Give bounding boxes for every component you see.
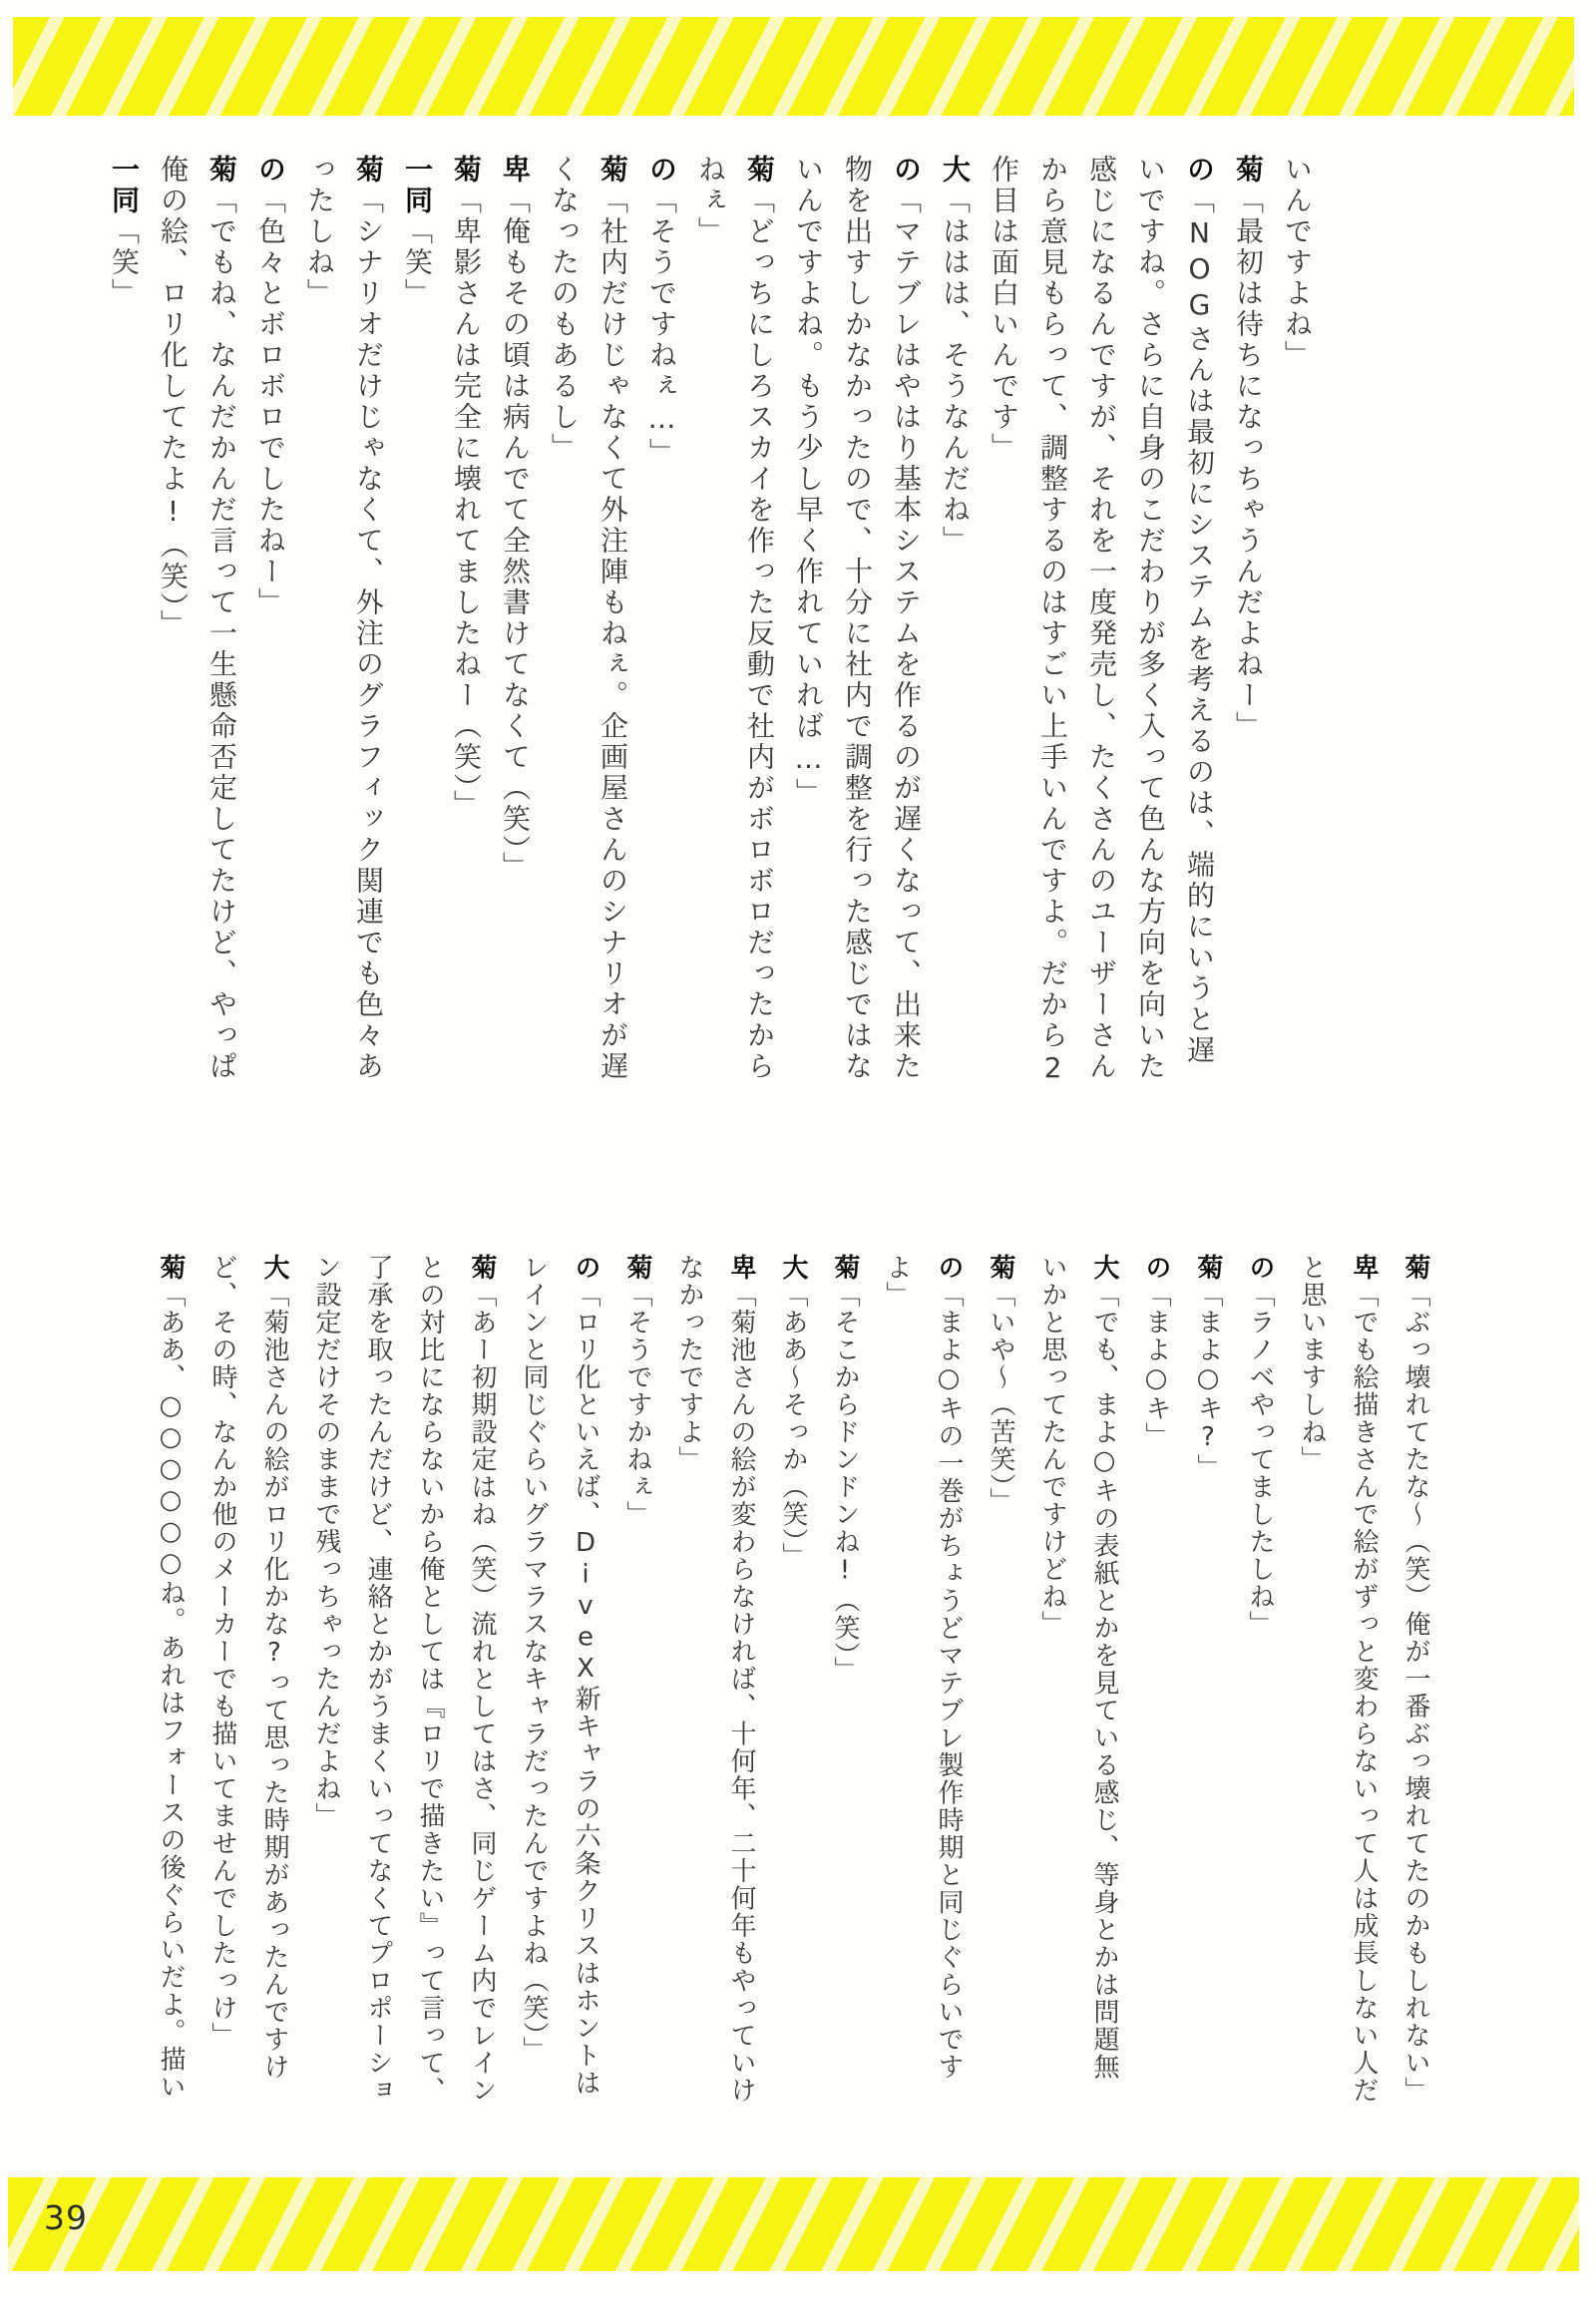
utterance: [442, 155, 491, 1092]
utterance-text: 「マテブレはやはり基本システムを作るのが遅くなって、出来た物を出すしかなかったので、十分に社内で調整を行った感じではないんですよね。もう少し早く作れていれば…」: [792, 155, 923, 1082]
utterance: [1182, 1254, 1234, 2107]
utterance-text: 「そこからドンドンね!（笑）」: [830, 1281, 860, 1684]
speaker-label: 菊: [467, 1254, 497, 1282]
speaker-label: 卑: [1349, 1254, 1379, 1282]
utterance: [540, 155, 637, 1092]
utterance-text: 「シナリオだけじゃなくて、外注のグラフィック関連でも色々あったしね」: [303, 155, 385, 1082]
speaker-label: 卑: [499, 155, 532, 186]
utterance: [1026, 1254, 1130, 2107]
page-number: 39: [44, 2198, 88, 2237]
utterance-text: 「最初は待ちになっちゃうんだよねー」: [1232, 186, 1265, 742]
utterance: [149, 155, 246, 1092]
utterance-text: 「笑」: [108, 216, 141, 309]
speaker-label: の: [1141, 1254, 1171, 1282]
utterance-text: 「ぶっ壊れてたな～（笑）俺が一番ぶっ壊れてたのかもしれない」: [1400, 1281, 1430, 2105]
speaker-label: 一同: [401, 155, 434, 216]
utterance-text: 「まよ○キ」: [1141, 1281, 1171, 1450]
interview-block-upper: [100, 155, 1322, 1092]
speaker-label: 一同: [108, 155, 141, 216]
utterance: [1224, 155, 1273, 1092]
utterance-text: 「笑」: [401, 216, 434, 309]
utterance: [508, 1254, 611, 2107]
speaker-label: の: [1183, 155, 1216, 186]
utterance: [611, 1254, 663, 2107]
utterance-text: 「まよ○キの一巻がちょうどマテブレ製作時期と同じぐらいですよ」: [882, 1254, 964, 2081]
speaker-label: 菊: [352, 155, 385, 186]
utterance: [931, 155, 980, 1092]
utterance: [246, 155, 295, 1092]
utterance: [197, 1254, 300, 2107]
utterance: [871, 1254, 975, 2107]
speaker-label: 卑: [726, 1254, 756, 1282]
utterance-text: 「社内だけじゃなくて外注陣もねぇ。企画屋さんのシナリオが遅くなったのもあるし」: [548, 155, 629, 1082]
utterance-text: 「いや～（苦笑）」: [986, 1281, 1015, 1515]
utterance-text: 「菊池さんの絵がロリ化かな?って思った時期があったんですけど、その時、なんか他のメーカーでも描いてませんでしたっけ」: [207, 1254, 289, 2081]
speaker-label: 菊: [1232, 155, 1265, 186]
utterance: [663, 1254, 767, 2107]
utterance-text: 「あー初期設定はね（笑）流れとしてはさ、同じゲーム内でレインとの対比にならないから俺としては『ロリで描きたい』って言って、了承を取ったんだけど、連絡とかがうまくいってなくてプロポーション設定だけそのままで残っちゃったんだよね」: [311, 1254, 497, 2105]
utterance-text: 「NOGさんは最初にシステムを考えるのは、端的にいうと遅いですね。さらに自身のこだわりが多く入って色んな方向を向いた感じになるんですが、それを一度発売し、たくさんのユーザーさんから意見もらって、調整するのはすごい上手いんですよ。だから2作目は面白いんです」: [988, 155, 1216, 1087]
utterance-text: 「卑影さんは完全に壊れてましたねー（笑）」: [450, 186, 483, 821]
utterance: [686, 155, 784, 1092]
utterance: [980, 155, 1224, 1092]
utterance-text: 「俺もその頃は病んでて全然書けてなくて（笑）」: [499, 186, 532, 883]
utterance-text: 「まよ○キ?」: [1193, 1281, 1223, 1481]
speaker-label: 菊: [986, 1254, 1015, 1282]
speaker-label: 菊: [205, 155, 238, 186]
utterance-text: 「菊池さんの絵が変わらなければ、十何年、二十何年もやっていけなかったですよ」: [674, 1254, 756, 2105]
speaker-label: の: [254, 155, 287, 186]
utterance: [300, 1254, 508, 2107]
speaker-label: 菊: [597, 155, 629, 186]
utterance-text: いんですよね」: [1281, 155, 1314, 371]
utterance-text: 「でもね、なんだかんだ言って一生懸命否定してたけど、やっぱ俺の絵、ロリ化してたよ!（笑）」: [157, 155, 238, 1082]
utterance: [100, 155, 149, 1092]
utterance-text: 「でも絵描きさんで絵がずっと変わらないって人は成長しない人だと思いますしね」: [1297, 1254, 1379, 2105]
speaker-label: 菊: [743, 155, 776, 186]
utterance-text: 「ああ、○○○○○○ね。あれはフォースの後ぐらいだよ。描い: [156, 1281, 186, 2101]
utterance: [637, 155, 686, 1092]
utterance-text: 「色々とボロボロでしたねー」: [254, 186, 287, 618]
utterance: [295, 155, 393, 1092]
utterance-text: 「ははは、そうなんだね」: [939, 186, 972, 557]
utterance: [1286, 1254, 1390, 2107]
utterance: [1273, 155, 1322, 1092]
speaker-label: の: [890, 155, 923, 186]
speaker-label: 菊: [1193, 1254, 1223, 1282]
speaker-label: 大: [259, 1254, 289, 1282]
speaker-label: の: [934, 1254, 964, 1282]
utterance-text: 「でも、まよ○キの表紙とかを見ている感じ、等身とかは問題無いかと思ってたんですけどね」: [1037, 1254, 1119, 2081]
utterance-text: 「そうですねぇ…」: [645, 186, 678, 469]
utterance-text: 「どっちにしろスカイを作った反動で社内がボロボロだったからねぇ」: [694, 155, 776, 1082]
speaker-label: 菊: [830, 1254, 860, 1282]
speaker-label: の: [645, 155, 678, 186]
speaker-label: 大: [939, 155, 972, 186]
utterance: [145, 1254, 197, 2107]
utterance: [491, 155, 540, 1092]
utterance: [819, 1254, 871, 2107]
speaker-label: 菊: [156, 1254, 186, 1282]
utterance-text: 「そうですかねぇ」: [622, 1281, 652, 1528]
top-stripe-band: [13, 17, 1574, 116]
speaker-label: 菊: [1400, 1254, 1430, 1282]
utterance: [975, 1254, 1026, 2107]
speaker-label: の: [1245, 1254, 1275, 1282]
utterance: [784, 155, 931, 1092]
utterance: [393, 155, 442, 1092]
utterance: [1390, 1254, 1441, 2107]
speaker-label: 大: [778, 1254, 808, 1282]
speaker-label: 菊: [450, 155, 483, 186]
utterance-text: 「ロリ化といえば、DiveX新キャラの六条クリスはホントはレインと同じぐらいグラマラスなキャラだったんですよね（笑）」: [519, 1254, 600, 2097]
utterance-text: 「ラノベやってましたしね」: [1245, 1281, 1275, 1638]
interview-block-lower: [145, 1254, 1441, 2107]
speaker-label: 大: [1089, 1254, 1119, 1282]
utterance: [1234, 1254, 1286, 2107]
utterance: [767, 1254, 819, 2107]
utterance-text: 「ああ～そっか（笑）」: [778, 1281, 808, 1570]
bottom-stripe-band: [8, 2177, 1579, 2271]
speaker-label: 菊: [622, 1254, 652, 1282]
utterance: [1130, 1254, 1182, 2107]
speaker-label: の: [571, 1254, 600, 1282]
